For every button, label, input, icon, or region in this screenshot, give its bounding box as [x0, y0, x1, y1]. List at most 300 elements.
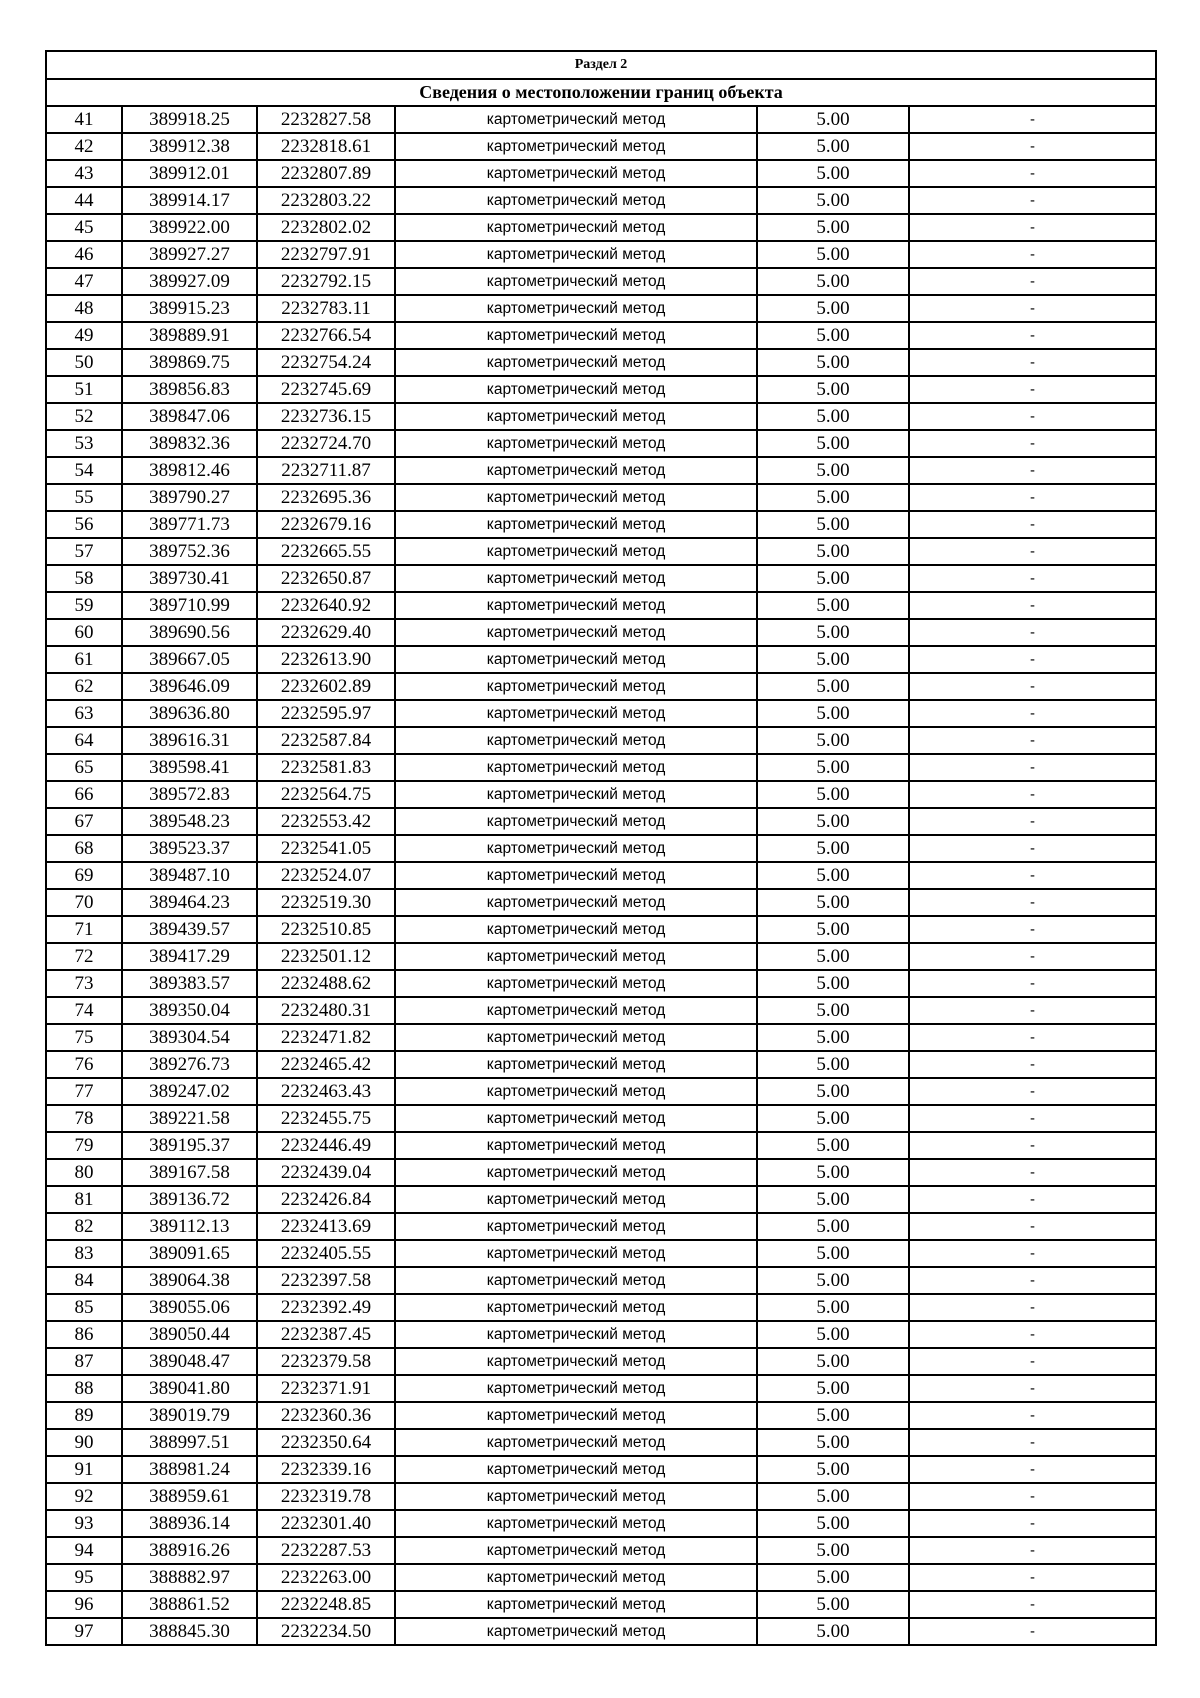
method-cell: картометрический метод [395, 970, 757, 997]
x-coordinate-cell: 389195.37 [122, 1132, 257, 1159]
method-cell: картометрический метод [395, 1537, 757, 1564]
accuracy-cell: 5.00 [757, 1051, 909, 1078]
description-cell: - [909, 1402, 1156, 1429]
accuracy-cell: 5.00 [757, 673, 909, 700]
x-coordinate-cell: 389922.00 [122, 214, 257, 241]
point-number-cell: 77 [46, 1078, 122, 1105]
description-cell: - [909, 619, 1156, 646]
point-number-cell: 94 [46, 1537, 122, 1564]
table-title-row [46, 79, 1156, 106]
accuracy-cell: 5.00 [757, 808, 909, 835]
method-cell: картометрический метод [395, 1240, 757, 1267]
method-cell: картометрический метод [395, 1564, 757, 1591]
method-cell: картометрический метод [395, 1051, 757, 1078]
point-number-cell: 97 [46, 1618, 122, 1645]
description-cell: - [909, 241, 1156, 268]
accuracy-cell: 5.00 [757, 1159, 909, 1186]
description-cell: - [909, 1348, 1156, 1375]
description-cell: - [909, 754, 1156, 781]
x-coordinate-cell: 388882.97 [122, 1564, 257, 1591]
y-coordinate-cell: 2232510.85 [257, 916, 395, 943]
table-row [46, 1213, 1156, 1240]
accuracy-cell: 5.00 [757, 970, 909, 997]
table-row [46, 1375, 1156, 1402]
point-number-cell: 91 [46, 1456, 122, 1483]
accuracy-cell: 5.00 [757, 997, 909, 1024]
method-cell: картометрический метод [395, 511, 757, 538]
accuracy-cell: 5.00 [757, 1105, 909, 1132]
table-row [46, 997, 1156, 1024]
x-coordinate-cell: 388861.52 [122, 1591, 257, 1618]
y-coordinate-cell: 2232629.40 [257, 619, 395, 646]
point-number-cell: 96 [46, 1591, 122, 1618]
point-number-cell: 59 [46, 592, 122, 619]
y-coordinate-cell: 2232465.42 [257, 1051, 395, 1078]
point-number-cell: 95 [46, 1564, 122, 1591]
accuracy-cell: 5.00 [757, 646, 909, 673]
table-row [46, 619, 1156, 646]
point-number-cell: 66 [46, 781, 122, 808]
accuracy-cell: 5.00 [757, 1456, 909, 1483]
y-coordinate-cell: 2232392.49 [257, 1294, 395, 1321]
y-coordinate-cell: 2232745.69 [257, 376, 395, 403]
x-coordinate-cell: 388845.30 [122, 1618, 257, 1645]
description-cell: - [909, 1186, 1156, 1213]
point-number-cell: 45 [46, 214, 122, 241]
method-cell: картометрический метод [395, 133, 757, 160]
table-row [46, 511, 1156, 538]
point-number-cell: 84 [46, 1267, 122, 1294]
description-cell: - [909, 1213, 1156, 1240]
y-coordinate-cell: 2232783.11 [257, 295, 395, 322]
table-row [46, 943, 1156, 970]
description-cell: - [909, 1591, 1156, 1618]
y-coordinate-cell: 2232263.00 [257, 1564, 395, 1591]
method-cell: картометрический метод [395, 754, 757, 781]
accuracy-cell: 5.00 [757, 538, 909, 565]
description-cell: - [909, 727, 1156, 754]
method-cell: картометрический метод [395, 1510, 757, 1537]
x-coordinate-cell: 389048.47 [122, 1348, 257, 1375]
x-coordinate-cell: 389869.75 [122, 349, 257, 376]
description-cell: - [909, 403, 1156, 430]
x-coordinate-cell: 389019.79 [122, 1402, 257, 1429]
accuracy-cell: 5.00 [757, 1078, 909, 1105]
x-coordinate-cell: 389064.38 [122, 1267, 257, 1294]
table-row [46, 322, 1156, 349]
method-cell: картометрический метод [395, 1105, 757, 1132]
x-coordinate-cell: 388959.61 [122, 1483, 257, 1510]
description-cell: - [909, 538, 1156, 565]
description-cell: - [909, 322, 1156, 349]
point-number-cell: 87 [46, 1348, 122, 1375]
description-cell: - [909, 1375, 1156, 1402]
description-cell: - [909, 1105, 1156, 1132]
accuracy-cell: 5.00 [757, 835, 909, 862]
y-coordinate-cell: 2232802.02 [257, 214, 395, 241]
description-cell: - [909, 916, 1156, 943]
table-row [46, 673, 1156, 700]
point-number-cell: 83 [46, 1240, 122, 1267]
y-coordinate-cell: 2232736.15 [257, 403, 395, 430]
description-cell: - [909, 376, 1156, 403]
section-label: Раздел 2 [46, 51, 1156, 79]
method-cell: картометрический метод [395, 1402, 757, 1429]
description-cell: - [909, 673, 1156, 700]
point-number-cell: 53 [46, 430, 122, 457]
x-coordinate-cell: 389771.73 [122, 511, 257, 538]
description-cell: - [909, 1267, 1156, 1294]
x-coordinate-cell: 389112.13 [122, 1213, 257, 1240]
x-coordinate-cell: 389221.58 [122, 1105, 257, 1132]
x-coordinate-cell: 389136.72 [122, 1186, 257, 1213]
y-coordinate-cell: 2232711.87 [257, 457, 395, 484]
method-cell: картометрический метод [395, 1078, 757, 1105]
method-cell: картометрический метод [395, 160, 757, 187]
y-coordinate-cell: 2232665.55 [257, 538, 395, 565]
x-coordinate-cell: 389383.57 [122, 970, 257, 997]
table-row [46, 1294, 1156, 1321]
x-coordinate-cell: 389598.41 [122, 754, 257, 781]
accuracy-cell: 5.00 [757, 781, 909, 808]
x-coordinate-cell: 389812.46 [122, 457, 257, 484]
x-coordinate-cell: 389616.31 [122, 727, 257, 754]
accuracy-cell: 5.00 [757, 943, 909, 970]
x-coordinate-cell: 389464.23 [122, 889, 257, 916]
accuracy-cell: 5.00 [757, 889, 909, 916]
method-cell: картометрический метод [395, 889, 757, 916]
description-cell: - [909, 565, 1156, 592]
description-cell: - [909, 862, 1156, 889]
point-number-cell: 58 [46, 565, 122, 592]
point-number-cell: 50 [46, 349, 122, 376]
accuracy-cell: 5.00 [757, 862, 909, 889]
x-coordinate-cell: 389167.58 [122, 1159, 257, 1186]
x-coordinate-cell: 389304.54 [122, 1024, 257, 1051]
table-row [46, 565, 1156, 592]
table-row [46, 1240, 1156, 1267]
method-cell: картометрический метод [395, 241, 757, 268]
table-row [46, 1321, 1156, 1348]
description-cell: - [909, 781, 1156, 808]
x-coordinate-cell: 389690.56 [122, 619, 257, 646]
y-coordinate-cell: 2232301.40 [257, 1510, 395, 1537]
point-number-cell: 43 [46, 160, 122, 187]
y-coordinate-cell: 2232413.69 [257, 1213, 395, 1240]
accuracy-cell: 5.00 [757, 565, 909, 592]
description-cell: - [909, 970, 1156, 997]
description-cell: - [909, 430, 1156, 457]
table-row [46, 295, 1156, 322]
x-coordinate-cell: 389847.06 [122, 403, 257, 430]
point-number-cell: 54 [46, 457, 122, 484]
table-row [46, 538, 1156, 565]
y-coordinate-cell: 2232524.07 [257, 862, 395, 889]
accuracy-cell: 5.00 [757, 1321, 909, 1348]
x-coordinate-cell: 388916.26 [122, 1537, 257, 1564]
accuracy-cell: 5.00 [757, 1024, 909, 1051]
point-number-cell: 86 [46, 1321, 122, 1348]
accuracy-cell: 5.00 [757, 376, 909, 403]
table-row [46, 1483, 1156, 1510]
method-cell: картометрический метод [395, 538, 757, 565]
x-coordinate-cell: 389091.65 [122, 1240, 257, 1267]
method-cell: картометрический метод [395, 1618, 757, 1645]
document-page [45, 50, 1155, 1646]
x-coordinate-cell: 389889.91 [122, 322, 257, 349]
accuracy-cell: 5.00 [757, 214, 909, 241]
x-coordinate-cell: 389667.05 [122, 646, 257, 673]
accuracy-cell: 5.00 [757, 187, 909, 214]
table-row [46, 970, 1156, 997]
y-coordinate-cell: 2232519.30 [257, 889, 395, 916]
boundary-coordinates-table [45, 50, 1157, 1646]
table-row [46, 727, 1156, 754]
x-coordinate-cell: 389927.09 [122, 268, 257, 295]
table-title: Сведения о местоположении границ объекта [46, 79, 1156, 106]
accuracy-cell: 5.00 [757, 1348, 909, 1375]
x-coordinate-cell: 389487.10 [122, 862, 257, 889]
point-number-cell: 69 [46, 862, 122, 889]
table-row [46, 646, 1156, 673]
description-cell: - [909, 943, 1156, 970]
table-row [46, 1132, 1156, 1159]
method-cell: картометрический метод [395, 916, 757, 943]
accuracy-cell: 5.00 [757, 1591, 909, 1618]
method-cell: картометрический метод [395, 376, 757, 403]
y-coordinate-cell: 2232553.42 [257, 808, 395, 835]
point-number-cell: 90 [46, 1429, 122, 1456]
table-row [46, 1078, 1156, 1105]
method-cell: картометрический метод [395, 1267, 757, 1294]
accuracy-cell: 5.00 [757, 160, 909, 187]
description-cell: - [909, 889, 1156, 916]
table-row [46, 214, 1156, 241]
y-coordinate-cell: 2232827.58 [257, 106, 395, 133]
method-cell: картометрический метод [395, 808, 757, 835]
table-row [46, 1429, 1156, 1456]
x-coordinate-cell: 389710.99 [122, 592, 257, 619]
y-coordinate-cell: 2232350.64 [257, 1429, 395, 1456]
table-row [46, 484, 1156, 511]
y-coordinate-cell: 2232319.78 [257, 1483, 395, 1510]
accuracy-cell: 5.00 [757, 457, 909, 484]
table-row [46, 1159, 1156, 1186]
point-number-cell: 49 [46, 322, 122, 349]
description-cell: - [909, 1429, 1156, 1456]
x-coordinate-cell: 389523.37 [122, 835, 257, 862]
y-coordinate-cell: 2232650.87 [257, 565, 395, 592]
x-coordinate-cell: 389927.27 [122, 241, 257, 268]
method-cell: картометрический метод [395, 214, 757, 241]
point-number-cell: 62 [46, 673, 122, 700]
accuracy-cell: 5.00 [757, 1510, 909, 1537]
point-number-cell: 85 [46, 1294, 122, 1321]
method-cell: картометрический метод [395, 673, 757, 700]
point-number-cell: 67 [46, 808, 122, 835]
accuracy-cell: 5.00 [757, 484, 909, 511]
method-cell: картометрический метод [395, 1483, 757, 1510]
table-row [46, 808, 1156, 835]
method-cell: картометрический метод [395, 484, 757, 511]
accuracy-cell: 5.00 [757, 1375, 909, 1402]
point-number-cell: 71 [46, 916, 122, 943]
description-cell: - [909, 160, 1156, 187]
y-coordinate-cell: 2232792.15 [257, 268, 395, 295]
table-row [46, 133, 1156, 160]
description-cell: - [909, 484, 1156, 511]
method-cell: картометрический метод [395, 835, 757, 862]
description-cell: - [909, 997, 1156, 1024]
accuracy-cell: 5.00 [757, 241, 909, 268]
accuracy-cell: 5.00 [757, 133, 909, 160]
accuracy-cell: 5.00 [757, 1240, 909, 1267]
x-coordinate-cell: 389050.44 [122, 1321, 257, 1348]
point-number-cell: 47 [46, 268, 122, 295]
x-coordinate-cell: 389915.23 [122, 295, 257, 322]
description-cell: - [909, 268, 1156, 295]
accuracy-cell: 5.00 [757, 322, 909, 349]
description-cell: - [909, 1483, 1156, 1510]
method-cell: картометрический метод [395, 1348, 757, 1375]
method-cell: картометрический метод [395, 592, 757, 619]
x-coordinate-cell: 389439.57 [122, 916, 257, 943]
table-row [46, 1564, 1156, 1591]
accuracy-cell: 5.00 [757, 1132, 909, 1159]
description-cell: - [909, 1564, 1156, 1591]
table-row [46, 1024, 1156, 1051]
description-cell: - [909, 1240, 1156, 1267]
y-coordinate-cell: 2232541.05 [257, 835, 395, 862]
method-cell: картометрический метод [395, 1186, 757, 1213]
y-coordinate-cell: 2232379.58 [257, 1348, 395, 1375]
accuracy-cell: 5.00 [757, 403, 909, 430]
point-number-cell: 56 [46, 511, 122, 538]
method-cell: картометрический метод [395, 1321, 757, 1348]
table-row [46, 187, 1156, 214]
point-number-cell: 74 [46, 997, 122, 1024]
x-coordinate-cell: 389055.06 [122, 1294, 257, 1321]
method-cell: картометрический метод [395, 430, 757, 457]
y-coordinate-cell: 2232248.85 [257, 1591, 395, 1618]
point-number-cell: 46 [46, 241, 122, 268]
x-coordinate-cell: 389730.41 [122, 565, 257, 592]
method-cell: картометрический метод [395, 1456, 757, 1483]
table-row [46, 349, 1156, 376]
method-cell: картометрический метод [395, 1375, 757, 1402]
method-cell: картометрический метод [395, 1429, 757, 1456]
x-coordinate-cell: 389912.01 [122, 160, 257, 187]
method-cell: картометрический метод [395, 106, 757, 133]
y-coordinate-cell: 2232488.62 [257, 970, 395, 997]
point-number-cell: 76 [46, 1051, 122, 1078]
point-number-cell: 44 [46, 187, 122, 214]
point-number-cell: 78 [46, 1105, 122, 1132]
table-row [46, 889, 1156, 916]
y-coordinate-cell: 2232564.75 [257, 781, 395, 808]
point-number-cell: 79 [46, 1132, 122, 1159]
accuracy-cell: 5.00 [757, 1186, 909, 1213]
method-cell: картометрический метод [395, 322, 757, 349]
description-cell: - [909, 1618, 1156, 1645]
method-cell: картометрический метод [395, 349, 757, 376]
x-coordinate-cell: 389912.38 [122, 133, 257, 160]
table-row [46, 592, 1156, 619]
table-row [46, 1348, 1156, 1375]
point-number-cell: 93 [46, 1510, 122, 1537]
accuracy-cell: 5.00 [757, 1402, 909, 1429]
description-cell: - [909, 646, 1156, 673]
x-coordinate-cell: 389914.17 [122, 187, 257, 214]
table-row [46, 862, 1156, 889]
x-coordinate-cell: 389350.04 [122, 997, 257, 1024]
point-number-cell: 48 [46, 295, 122, 322]
method-cell: картометрический метод [395, 187, 757, 214]
accuracy-cell: 5.00 [757, 268, 909, 295]
table-row [46, 430, 1156, 457]
point-number-cell: 55 [46, 484, 122, 511]
description-cell: - [909, 1051, 1156, 1078]
point-number-cell: 52 [46, 403, 122, 430]
accuracy-cell: 5.00 [757, 619, 909, 646]
method-cell: картометрический метод [395, 1024, 757, 1051]
x-coordinate-cell: 389247.02 [122, 1078, 257, 1105]
method-cell: картометрический метод [395, 295, 757, 322]
y-coordinate-cell: 2232724.70 [257, 430, 395, 457]
accuracy-cell: 5.00 [757, 349, 909, 376]
accuracy-cell: 5.00 [757, 1564, 909, 1591]
description-cell: - [909, 187, 1156, 214]
y-coordinate-cell: 2232471.82 [257, 1024, 395, 1051]
accuracy-cell: 5.00 [757, 592, 909, 619]
description-cell: - [909, 1537, 1156, 1564]
table-row [46, 754, 1156, 781]
method-cell: картометрический метод [395, 781, 757, 808]
accuracy-cell: 5.00 [757, 430, 909, 457]
method-cell: картометрический метод [395, 1213, 757, 1240]
method-cell: картометрический метод [395, 457, 757, 484]
y-coordinate-cell: 2232613.90 [257, 646, 395, 673]
method-cell: картометрический метод [395, 862, 757, 889]
accuracy-cell: 5.00 [757, 511, 909, 538]
y-coordinate-cell: 2232339.16 [257, 1456, 395, 1483]
method-cell: картометрический метод [395, 565, 757, 592]
table-row [46, 106, 1156, 133]
description-cell: - [909, 700, 1156, 727]
accuracy-cell: 5.00 [757, 1429, 909, 1456]
y-coordinate-cell: 2232807.89 [257, 160, 395, 187]
y-coordinate-cell: 2232455.75 [257, 1105, 395, 1132]
point-number-cell: 72 [46, 943, 122, 970]
point-number-cell: 88 [46, 1375, 122, 1402]
y-coordinate-cell: 2232695.36 [257, 484, 395, 511]
point-number-cell: 70 [46, 889, 122, 916]
table-row [46, 1267, 1156, 1294]
description-cell: - [909, 1024, 1156, 1051]
point-number-cell: 64 [46, 727, 122, 754]
x-coordinate-cell: 389918.25 [122, 106, 257, 133]
x-coordinate-cell: 388981.24 [122, 1456, 257, 1483]
accuracy-cell: 5.00 [757, 1483, 909, 1510]
method-cell: картометрический метод [395, 700, 757, 727]
point-number-cell: 73 [46, 970, 122, 997]
accuracy-cell: 5.00 [757, 106, 909, 133]
point-number-cell: 92 [46, 1483, 122, 1510]
description-cell: - [909, 1510, 1156, 1537]
table-row [46, 403, 1156, 430]
point-number-cell: 57 [46, 538, 122, 565]
method-cell: картометрический метод [395, 1591, 757, 1618]
